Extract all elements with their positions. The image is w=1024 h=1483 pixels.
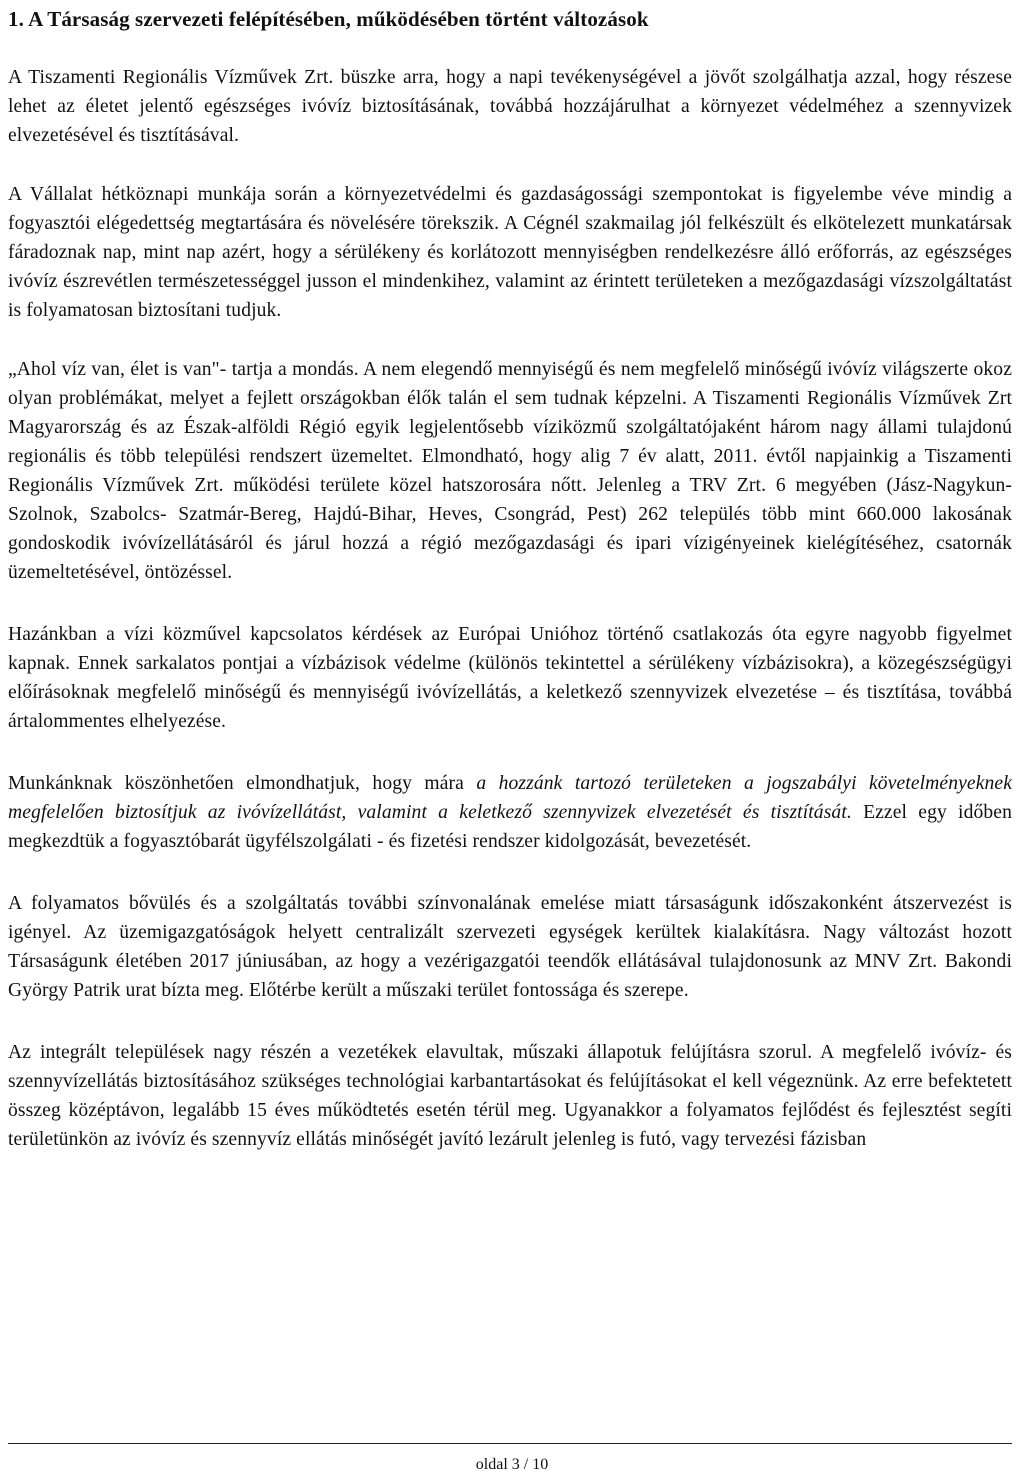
paragraph-achievements-tail: Ezzel egy időben megkezdtük a fogyasztóbarát ügyfélszolgálati - és fizetési rendszer kidolgozását, bevezetését. [8,802,1012,852]
footer-divider [8,1443,1012,1444]
paragraph-water-life: „Ahol víz van, élet is van"- tartja a mondás. A nem elegendő mennyiségű és nem megfelelő minőségű ivóvíz világszerte okoz olyan problémákat, melyet a fejlett országokban élők talán el sem tudnak képzelni. A Tiszamenti Regionális Vízművek Zrt Magyarország és az Észak-alföldi Régió egyik legjelentősebb víziközmű szolgáltatójaként három nagy állami tulajdonú regionális és több települési rendszert üzemeltet. Elmondható, hogy alig 7 év alatt, 2011. évtől napjainkig a Tiszamenti Regionális Vízművek Zrt. működési területe közel hatszorosára nőtt. Jelenleg a TRV Zrt. 6 megyében (Jász-Nagykun-Szolnok, Szabolcs- Szatmár-Bereg, Hajdú-Bihar, Heves, Csongrád, Pest) 262 település több mint 660.000 lakosának gondoskodik ivóvízellátásáról és járul hozzá a régió mezőgazdasági és ipari vízigényeinek kielégítéséhez, csatornák üzemeltetésével, öntözéssel. [8,359,1012,583]
paragraph-intro: A Tiszamenti Regionális Vízművek Zrt. büszke arra, hogy a napi tevékenységével a jövőt szolgálhatja azzal, hogy részese lehet az életet jelentő egészséges ivóvíz biztosításának, továbbá hozzájárulhat a környezet védelméhez a szennyvizek elvezetésével és tisztításával. [8,67,1012,146]
paragraph-achievements-lead: Munkánknak köszönhetően elmondhatjuk, hogy mára [8,773,477,794]
paragraph-infrastructure: Az integrált települések nagy részén a vezetékek elavultak, műszaki állapotuk felújításra szorul. A megfelelő ivóvíz- és szennyvízellátás biztosításához szükséges technológiai karbantartásokat és felújításokat el kell végeznünk. Az erre befektetett összeg középtávon, legalább 15 éves működtetés esetén térül meg. Ugyanakkor a folyamatos fejlődést és fejlesztést segíti területünkön az ivóvíz és szennyvíz ellátás minőségét javító lezárult jelenleg is futó, vagy tervezési fázisban [8,1042,1012,1150]
page-number: oldal 3 / 10 [475,1456,549,1473]
paragraph-achievements-emphasis: a hozzánk tartozó területeken a jogszabályi követelményeknek megfelelően biztosítjuk az ivóvízellátást, valamint a keletkező szennyvizek elvezetését és tisztítását. [8,773,1012,823]
paragraph-reorganization: A folyamatos bővülés és a szolgáltatás további színvonalának emelése miatt társaságunk időszakonként átszervezést is igényel. Az üzemigazgatóságok helyett centralizált szervezeti egységek kerültek kialakításra. Nagy változást hozott Társaságunk életében 2017 júniusában, az hogy a vezérigazgatói teendők ellátásával tulajdonosunk az MNV Zrt. Bakondi György Patrik urat bízta meg. Előtérbe került a műszaki terület fontossága és szerepe. [8,893,1012,1001]
document-page [8,0,1012,1154]
section-heading: 1. A Társaság szervezeti felépítésében, működésében történt változások [8,7,649,31]
paragraph-eu-utilities: Hazánkban a vízi közművel kapcsolatos kérdések az Európai Unióhoz történő csatlakozás óta egyre nagyobb figyelmet kapnak. Ennek sarkalatos pontjai a vízbázisok védelme (különös tekintettel a sérülékeny vízbázisokra), a közegészségügyi előírásoknak megfelelő minőségű és mennyiségű ivóvízellátás, a keletkező szennyvizek elvezetése – és tisztítása, továbbá ártalommentes elhelyezése. [8,624,1012,732]
paragraph-company-work: A Vállalat hétköznapi munkája során a környezetvédelmi és gazdaságossági szempontokat is figyelembe véve mindig a fogyasztói elégedettség megtartására és növelésére törekszik. A Cégnél szakmailag jól felkészült és elkötelezett munkatársak fáradoznak nap, mint nap azért, hogy a sérülékeny és korlátozott mennyiségben rendelkezésre álló erőforrás, az egészséges ivóvíz észrevétlen természetességgel jusson el mindenkihez, valamint az érintett területeken a mezőgazdasági vízszolgáltatást is folyamatosan biztosítani tudjuk. [8,184,1012,321]
paragraph-achievements [8,769,1012,856]
